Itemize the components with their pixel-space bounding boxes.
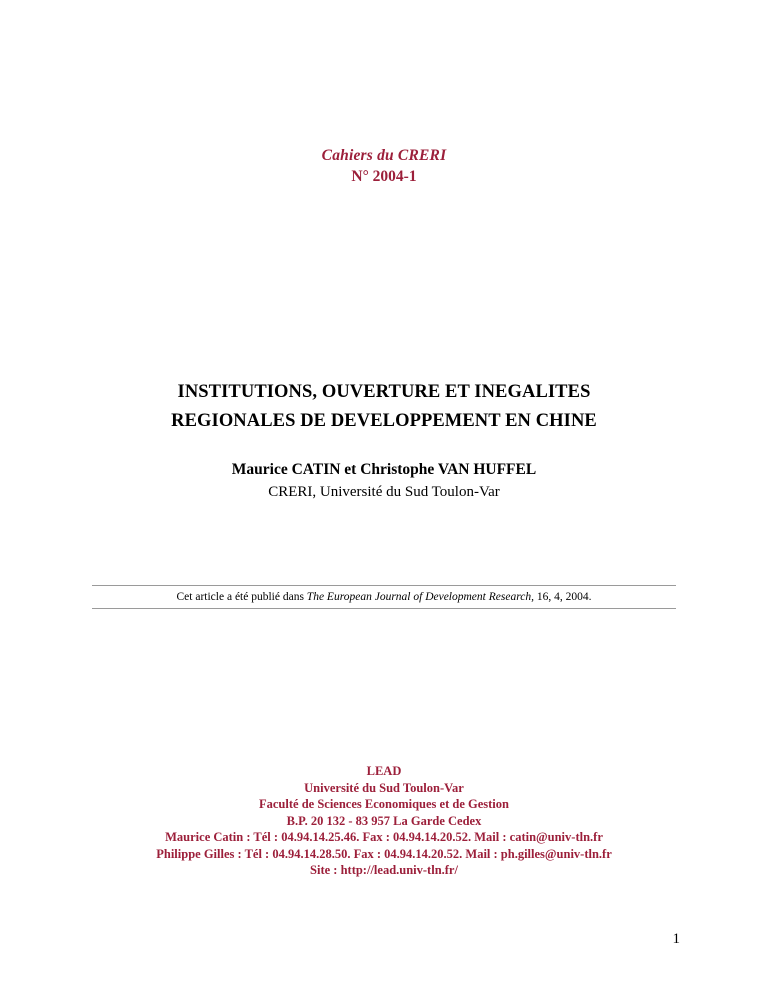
paper-title-line-2: REGIONALES DE DEVELOPPEMENT EN CHINE (171, 411, 597, 432)
publication-note (92, 586, 676, 608)
journal-issue-number: N° 2004-1 (351, 168, 417, 185)
lab-address: B.P. 20 132 - 83 957 La Garde Cedex (286, 813, 482, 828)
lab-faculty: Faculté de Sciences Economiques et de Gestion (259, 797, 509, 811)
page-number: 1 (672, 931, 680, 947)
lab-contact-gilles: Philippe Gilles : Tél : 04.94.14.28.50. Fax : 04.94.14.20.52. Mail : ph.gilles@univ-tln.fr (156, 846, 612, 861)
journal-title: Cahiers du CRERI (321, 147, 447, 164)
publication-note-block (92, 585, 676, 609)
lab-name: LEAD (366, 764, 402, 778)
divider-bottom (92, 608, 676, 609)
page-title (0, 378, 768, 436)
publication-note-suffix: 16, 4, 2004. (533, 591, 592, 603)
journal-header (0, 146, 768, 187)
author-affiliation: CRERI, Université du Sud Toulon-Var (268, 484, 500, 500)
authors-block (0, 459, 768, 502)
lab-website: Site : http://lead.univ-tln.fr/ (310, 863, 458, 877)
publication-note-journal: The European Journal of Development Research, (306, 591, 534, 603)
author-names: Maurice CATIN et Christophe VAN HUFFEL (231, 461, 537, 478)
lab-contact-catin: Maurice Catin : Tél : 04.94.14.25.46. Fax : 04.94.14.20.52. Mail : catin@univ-tln.fr (165, 830, 603, 844)
publication-note-prefix: Cet article a été publié dans (176, 591, 307, 603)
paper-title-line-1: INSTITUTIONS, OUVERTURE ET INEGALITES (177, 382, 591, 403)
lab-university: Université du Sud Toulon-Var (304, 780, 464, 795)
laboratory-contact-block (0, 763, 768, 879)
